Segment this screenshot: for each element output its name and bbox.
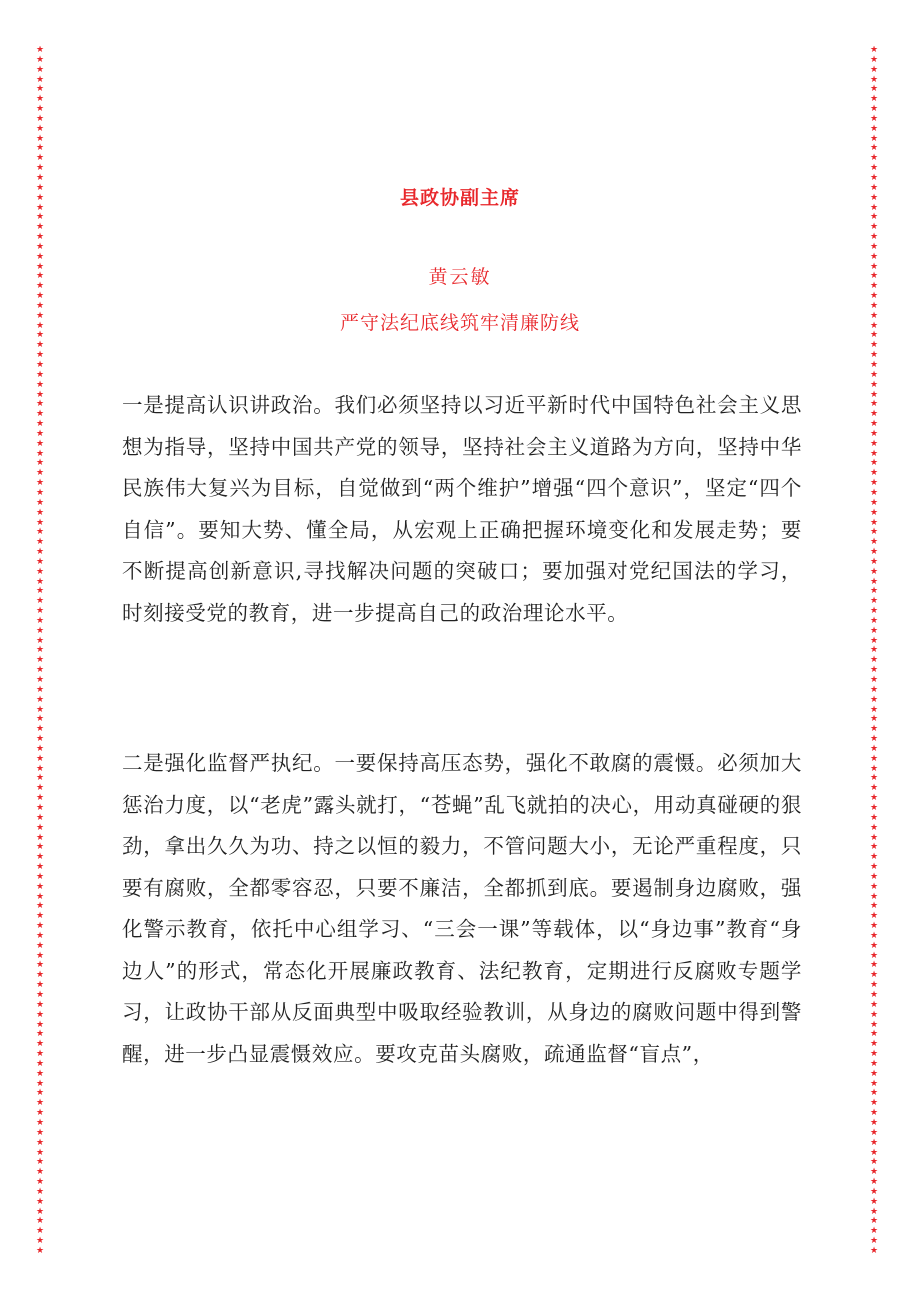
right-star-border: ★ ★ ★ ★ ★ ★ ★ ★ ★ ★ ★ ★ ★ ★ ★ ★ ★ ★ ★ ★ ★ ★ ★ ★ ★ ★ ★ ★ ★ ★ ★ ★ ★ ★ ★ ★ ★ ★ ★ ★ ★ ★ ★ ★ ★ ★ ★ ★ ★ ★ ★ ★ ★ ★ ★ ★ ★ ★ ★ ★ ★ ★ ★ ★ ★ ★ ★ ★ ★ ★ ★ ★ ★ ★ ★ ★ ★ ★ ★ ★ ★ ★ ★ ★ ★ ★ ★ ★ ★ ★ ★ ★ ★ ★ ★ ★ ★ ★ ★ ★ ★ ★ ★ ★ ★ ★ ★ ★ ★ ★ ★ ★ ★ ★ ★ ★ ★ ★ ★ ★ ★ ★ ★ bbox=[869, 46, 879, 1256]
author-name: 黄云敏 bbox=[428, 266, 492, 288]
document-title: 严守法纪底线筑牢清廉防线 bbox=[339, 312, 580, 334]
left-star-border: ★ ★ ★ ★ ★ ★ ★ ★ ★ ★ ★ ★ ★ ★ ★ ★ ★ ★ ★ ★ ★ ★ ★ ★ ★ ★ ★ ★ ★ ★ ★ ★ ★ ★ ★ ★ ★ ★ ★ ★ ★ ★ ★ ★ ★ ★ ★ ★ ★ ★ ★ ★ ★ ★ ★ ★ ★ ★ ★ ★ ★ ★ ★ ★ ★ ★ ★ ★ ★ ★ ★ ★ ★ ★ ★ ★ ★ ★ ★ ★ ★ ★ ★ ★ ★ ★ ★ ★ ★ ★ ★ ★ ★ ★ ★ ★ ★ ★ ★ ★ ★ ★ ★ ★ ★ ★ ★ ★ ★ ★ ★ ★ ★ ★ ★ ★ ★ ★ ★ ★ ★ ★ ★ bbox=[35, 46, 45, 1256]
organization-title: 县政协副主席 bbox=[399, 187, 520, 209]
paragraph-supervision-discipline: 二是强化监督严执纪。一要保持高压态势，强化不敢腐的震慑。必须加大惩治力度，以“老虎”露头就打，“苍蝇”乱飞就拍的决心，用动真碰硬的狠劲，拿出久久为功、持之以恒的毅力，不管问题大小，无论严重程度，只要有腐败，全都零容忍，只要不廉洁，全都抓到底。要遏制身边腐败，强化警示教育，依托中心组学习、“三会一课”等载体，以“身边事”教育“身边人”的形式，常态化开展廉政教育、法纪教育，定期进行反腐败专题学习，让政协干部从反面典型中吸取经验教训，从身边的腐败问题中得到警醒，进一步凸显震慑效应。要攻克苗头腐败，疏通监督“盲点”， bbox=[122, 751, 802, 1066]
paragraph-political-awareness: 一是提高认识讲政治。我们必须坚持以习近平新时代中国特色社会主义思想为指导，坚持中国共产党的领导，坚持社会主义道路为方向，坚持中华民族伟大复兴为目标，自觉做到“两个维护”增强“四个意识”，坚定“四个自信”。要知大势、懂全局，从宏观上正确把握环境变化和发展走势；要不断提高创新意识,寻找解决问题的突破口；要加强对党纪国法的学习，时刻接受党的教育，进一步提高自己的政治理论水平。 bbox=[122, 393, 802, 625]
